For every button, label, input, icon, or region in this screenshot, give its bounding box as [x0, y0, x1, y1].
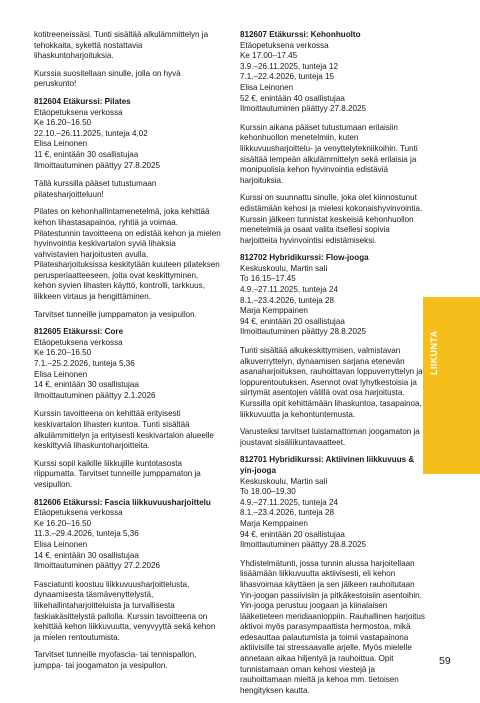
course-location: Etäopetuksena verkossa	[34, 508, 123, 518]
page-number: 59	[439, 655, 451, 667]
course-price: 14 €, enintään 30 osallistujaa	[34, 550, 139, 560]
course-price: 94 €, enintään 20 osallistujaa	[240, 529, 345, 539]
course-description: Tällä kurssilla pääset tutustumaan pilatesharjoitteluun!	[34, 179, 157, 199]
course-812607	[240, 30, 428, 115]
course-812604	[34, 97, 222, 171]
course-teacher: Elisa Leinonen	[34, 369, 88, 379]
course-location: Etäopetuksena verkossa	[240, 40, 329, 50]
course-dates: 8.1.–23.4.2026, tunteja 28	[240, 295, 335, 305]
course-title: 812605 Etäkurssi: Core	[34, 327, 124, 337]
course-812605	[34, 327, 222, 401]
right-column	[240, 30, 428, 703]
course-location: Keskuskoulu, Martin sali	[240, 476, 328, 486]
course-dates: 3.9.–26.11.2025, tunteja 12	[240, 61, 338, 71]
course-time: Ke 16.20–16.50	[34, 348, 92, 358]
course-title: 812604 Etäkurssi: Pilates	[34, 96, 131, 106]
course-time: Ke 17.00–17.45	[240, 51, 298, 61]
course-time: To 16.15–17.45	[240, 274, 296, 284]
course-teacher: Elisa Leinonen	[34, 539, 88, 549]
course-dates: 8.1.–23.4.2026, tunteja 28	[240, 508, 335, 518]
course-price: 11 €, enintään 30 osallistujaa	[34, 149, 139, 159]
course-location: Keskuskoulu, Martin sali	[240, 263, 328, 273]
course-description: Varusteiksi tarvitset luistamattoman joogamaton ja joustavat sisäliikuntavaatteet.	[240, 427, 420, 447]
course-dates: 7.1.–22.4.2026, tunteja 15	[240, 72, 335, 82]
course-description: Tunti sisältää alkukeskittymisen, valmistavan alkuverryttelyn, dynaamisen sarjana etenevän asanaharjoituksen, rauhoittavan loppuverryttelyn ja loppurentoutuksen. Asennot ovat lyhytkestoisia ja siirtymät asentojen välillä ovat osa harjoitusta. Kurssilla opit kehittämään lihaskuntoa, tasapainoa, liikkuvuutta ja kehontuntemusta.	[240, 346, 423, 419]
intro-paragraph: kotitreeneissäsi. Tunti sisältää alkulämmittelyn ja tehokkaita, sykettä nostattavia lihaskuntoharjoituksia.	[34, 30, 209, 61]
course-description: Tarvitset tunneille myofascia- tai tennispallon, jumppa- tai joogamaton ja vesipullon.	[34, 650, 197, 670]
course-price: 52 €, enintään 40 osallistujaa	[240, 93, 345, 103]
course-deadline: Ilmoittautuminen päättyy 2.1.2026	[34, 390, 156, 400]
course-description: Pilates on kehonhallintamenetelmä, joka kehittää kehon lihastasapainoa, ryhtiä ja voimaa. Pilatestunnin tavoitteena on edistää kehon ja mielen hyvinvointia keskivartalon syviä lihaksia vahvistavien harjoitusten avulla. Pilatesharjoituksissa keskitytään kuuteen pilateksen perusperiaatteeseen, joita ovat keskittyminen, kehon syvien lihasten käyttö, kontrolli, tarkkuus, liikkeen virtaus ja hengittäminen.	[34, 207, 221, 302]
course-title: 812702 Hybridikurssi: Flow-jooga	[240, 253, 369, 263]
left-column	[34, 30, 222, 678]
course-title: 812701 Hybridikurssi: Aktiivinen liikkuvuus & yin-jooga	[240, 455, 415, 475]
course-time: Ke 16.20–16.50	[34, 118, 92, 128]
course-dates: 11.3.–29.4.2026, tunteja 5,36	[34, 529, 139, 539]
course-price: 94 €, enintään 20 osallistujaa	[240, 316, 345, 326]
course-deadline: Ilmoittautuminen päättyy 28.8.2025	[240, 540, 366, 550]
course-description: Kurssin tavoitteena on kehittää erityisesti keskivartalon lihasten kuntoa. Tunti sisältää alkulämmittelyn ja erityisesti keskivartalon alueelle keskittyviä lihaskuntoharjoitteita.	[34, 409, 214, 451]
course-time: To 18.00–19.30	[240, 487, 296, 497]
course-teacher: Marja Kemppainen	[240, 518, 308, 528]
course-time: Ke 16.20–16.50	[34, 518, 92, 528]
course-812606	[34, 498, 222, 572]
intro-paragraph: Kurssia suositellaan sinulle, jolla on hyvä peruskunto!	[34, 68, 181, 89]
course-location: Etäopetuksena verkossa	[34, 337, 123, 347]
course-dates: 4.9.–27.11.2025, tunteja 24	[240, 497, 338, 507]
course-description: Tarvitset tunneille jumppamaton ja vesipullon.	[34, 309, 197, 319]
course-deadline: Ilmoittautuminen päättyy 27.8.2025	[34, 160, 160, 170]
course-teacher: Marja Kemppainen	[240, 306, 308, 316]
course-dates: 7.1.–25.2.2026, tunteja 5,36	[34, 359, 135, 369]
course-title: 812607 Etäkurssi: Kehonhuolto	[240, 30, 361, 39]
course-812702	[240, 253, 428, 338]
section-tab-label: LIIKUNTA	[429, 330, 439, 376]
course-description: Kurssin aikana pääset tutustumaan erilaisiin kehonhuollon menetelmiin, kuten liikkuvuusharjoittelu- ja venyttelytekniikoihin. Tunti sisältää lempeän alkulämmittelyn sekä erilaisia ja monipuolisia kehon hyvinvointia edistäviä harjoituksia.	[240, 122, 418, 185]
course-teacher: Elisa Leinonen	[34, 139, 88, 149]
course-location: Etäopetuksena verkossa	[34, 107, 123, 117]
course-description: Fasciatunti koostuu liikkuvuusharjoittelusta, dynaamisesta täsmävenyttelystä, liikehallintaharjoitteluista ja turvallisesta faskiakäsittelystä pallolla. Kurssin tavoitteena on kehittää kehon liikkuvuutta, venyvyyttä sekä kehon ja mielen rentoutumista.	[34, 579, 216, 642]
course-description: Kurssi sopii kaikille liikkujille kuntotasosta riippumatta. Tarvitset tunneille jumppamaton ja vesipullon.	[34, 458, 201, 489]
course-deadline: Ilmoittautuminen päättyy 27.2.2026	[34, 561, 160, 571]
course-812701	[240, 455, 428, 550]
course-description: Yhdistelmätunti, jossa tunnin alussa harjoitellaan lisäämään liikkuvuutta aktiivisesti, eli kehon lihasvoimaa käyttäen ja sen jälkeen rauhoitutaan Yin-joogan passiivisiin ja pitkäkestoisiin asentoihin. Yin-jooga perustuu joogaan ja kiinalaisen lääketieteen meridiaanioppiin. Rauhallinen harjoitus aktivoi myös parasympaattista hermostoa, mikä edesauttaa palautumista ja toimii vastapainona aktiivisille tai stressaavalle arjelle. Myös mielelle annetaan aikaa hiljentyä ja rauhoittua. Opit tunnistamaan oman kehosi viestejä ja rauhoittamaan mieltä ja kehoa mm. tietoisen hengityksen kautta.	[240, 558, 425, 695]
course-title: 812606 Etäkurssi: Fascia liikkuvuusharjoittelu	[34, 497, 211, 507]
course-dates: 22.10.–26.11.2025, tunteja 4,02	[34, 128, 148, 138]
course-price: 14 €, enintään 30 osallistujaa	[34, 380, 139, 390]
course-dates: 4.9.–27.11.2025, tunteja 24	[240, 285, 338, 295]
course-teacher: Elisa Leinonen	[240, 82, 294, 92]
course-description: Kurssi on suunnattu sinulle, joka olet kiinnostunut edistämään kehosi ja mielesi kokonaishyvinvointia. Kurssin jälkeen tunnistat keskeisiä kehonhuollon menetelmiä ja osaat valita itsellesi sopivia harjoitteita hyvinvointisi edistämiseksi.	[240, 193, 423, 245]
course-deadline: Ilmoittautuminen päättyy 28.8.2025	[240, 327, 366, 337]
course-deadline: Ilmoittautuminen päättyy 27.8.2025	[240, 104, 366, 114]
